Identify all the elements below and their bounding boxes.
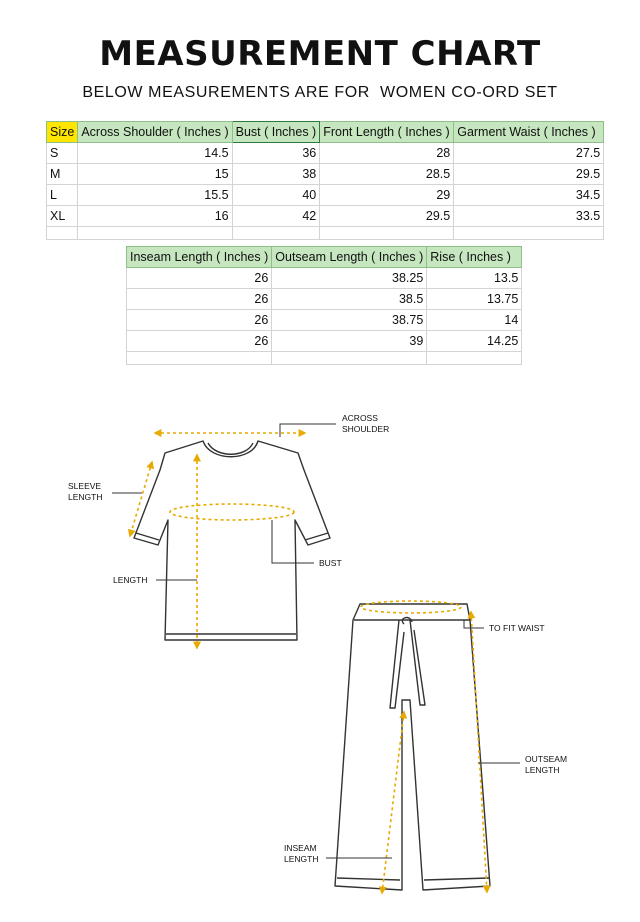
garment-waist-cell: 27.5: [454, 143, 604, 164]
outseam-cell: 38.75: [272, 310, 427, 331]
pants-outline: [335, 604, 490, 890]
bust-cell: 40: [232, 185, 320, 206]
inseam-length-label-2: LENGTH: [284, 854, 319, 864]
front-length-cell: 28: [320, 143, 454, 164]
outseam-cell: 38.5: [272, 289, 427, 310]
sleeve-length-label-1: SLEEVE: [68, 481, 102, 491]
tshirt-outline: [134, 441, 330, 640]
garment-waist-cell: 34.5: [454, 185, 604, 206]
across-shoulder-cell: 14.5: [78, 143, 232, 164]
callout-lines: [112, 424, 520, 858]
header-size: Size: [47, 122, 78, 143]
across-shoulder-label-1: ACROSS: [342, 413, 378, 423]
inseam-cell: 26: [127, 331, 272, 352]
rise-cell: 13.5: [427, 268, 522, 289]
outseam-length-label-2: LENGTH: [525, 765, 560, 775]
front-length-cell: 28.5: [320, 164, 454, 185]
header-front-length: Front Length ( Inches ): [320, 122, 454, 143]
front-length-cell: 29: [320, 185, 454, 206]
length-label: LENGTH: [113, 575, 148, 585]
header-rise: Rise ( Inches ): [427, 247, 522, 268]
across-shoulder-cell: 16: [78, 206, 232, 227]
across-shoulder-cell: 15.5: [78, 185, 232, 206]
header-outseam-length: Outseam Length ( Inches ): [272, 247, 427, 268]
rise-cell: 13.75: [427, 289, 522, 310]
inseam-cell: 26: [127, 268, 272, 289]
rise-cell: 14: [427, 310, 522, 331]
header-across-shoulder: Across Shoulder ( Inches ): [78, 122, 232, 143]
header-bust: Bust ( Inches ): [232, 122, 320, 143]
to-fit-waist-label: TO FIT WAIST: [489, 623, 545, 633]
front-length-cell: 29.5: [320, 206, 454, 227]
inseam-cell: 26: [127, 289, 272, 310]
inseam-cell: 26: [127, 310, 272, 331]
size-cell: XL: [47, 206, 78, 227]
outseam-cell: 39: [272, 331, 427, 352]
page-subtitle: BELOW MEASUREMENTS ARE FOR WOMEN CO-ORD SET: [82, 84, 558, 101]
inseam-length-label-1: INSEAM: [284, 843, 317, 853]
outseam-length-label-1: OUTSEAM: [525, 754, 568, 764]
bust-cell: 38: [232, 164, 320, 185]
across-shoulder-label-2: SHOULDER: [342, 424, 390, 434]
bust-cell: 36: [232, 143, 320, 164]
size-cell: L: [47, 185, 78, 206]
bust-cell: 42: [232, 206, 320, 227]
page-title: MEASUREMENT CHART: [99, 34, 541, 74]
across-shoulder-cell: 15: [78, 164, 232, 185]
garment-waist-cell: 29.5: [454, 164, 604, 185]
size-cell: M: [47, 164, 78, 185]
bust-label: BUST: [319, 558, 342, 568]
size-cell: S: [47, 143, 78, 164]
header-inseam-length: Inseam Length ( Inches ): [127, 247, 272, 268]
sleeve-length-label-2: LENGTH: [68, 492, 103, 502]
outseam-cell: 38.25: [272, 268, 427, 289]
garment-waist-cell: 33.5: [454, 206, 604, 227]
rise-cell: 14.25: [427, 331, 522, 352]
header-garment-waist: Garment Waist ( Inches ): [454, 122, 604, 143]
measurement-guides: [130, 433, 487, 893]
